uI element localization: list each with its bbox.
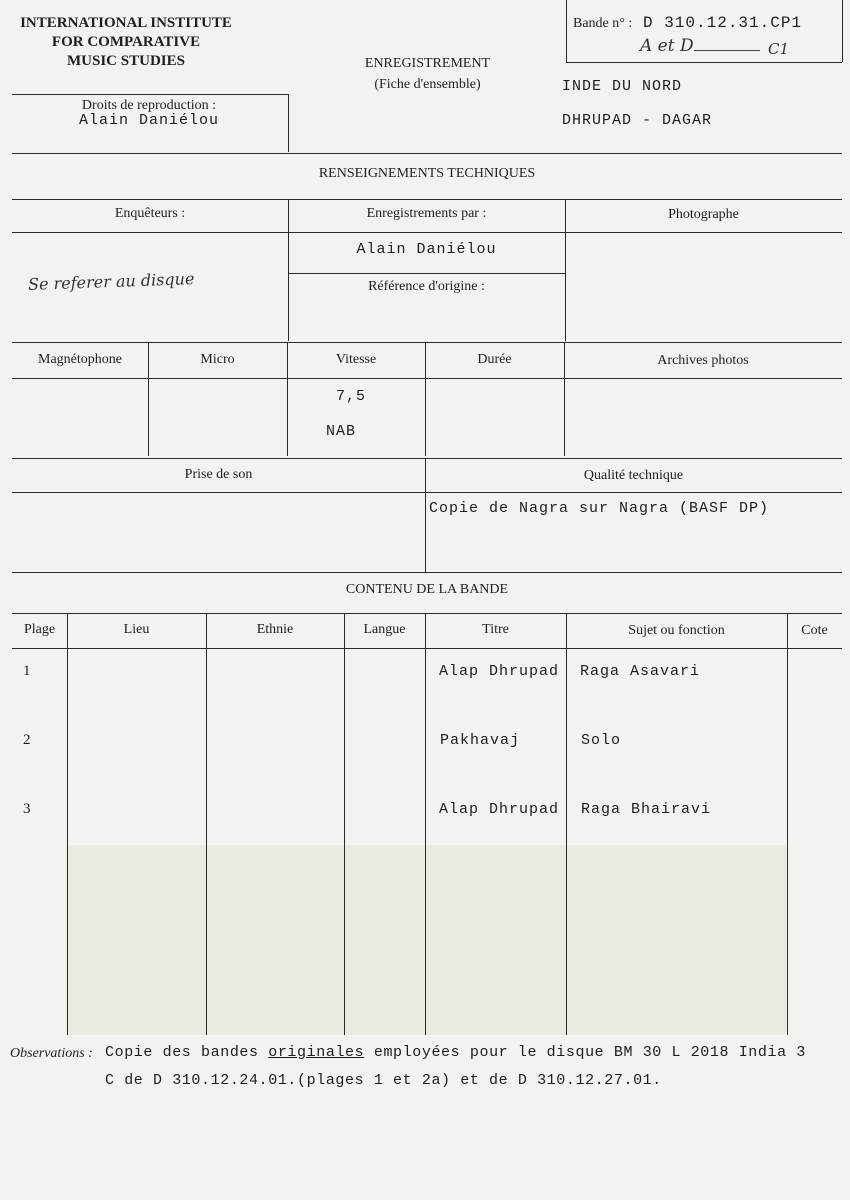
enregistrements-label: Enregistrements par : [366,206,487,221]
row-1-titre: Alap Dhrupad [439,663,560,680]
duree-label: Durée [477,352,512,367]
observations-line-1 [105,1044,806,1061]
row-1-plage: 1 [23,663,31,679]
rights-label: Droits de reproduction : [81,98,217,113]
rights-holder: Alain Daniélou [78,112,220,129]
sound-header-bottom [12,492,842,493]
rights-box-right [288,94,289,152]
equipment-header-top [12,342,842,343]
contents-divider-3 [344,613,345,1035]
institute-line-3: MUSIC STUDIES [67,53,185,69]
qualite-label: Qualité technique [583,468,684,483]
observations-line-1-post: employées pour le disque BM 30 L 2018 India 3 [364,1044,806,1061]
qualite-value: Copie de Nagra sur Nagra (BASF DP) [429,500,770,517]
col-header-sujet: Sujet ou fonction [628,623,725,638]
paper-shading [66,845,786,1035]
bande-handwritten-left: A et D [640,36,694,56]
contents-divider-4 [425,613,426,1035]
contents-section-top [12,572,842,573]
bande-box-right [842,0,843,62]
row-2-titre: Pakhavaj [440,732,521,749]
sound-header-top [12,458,842,459]
institute-line-1: INTERNATIONAL INSTITUTE [20,15,232,31]
reference-divider [288,273,565,274]
genre: DHRUPAD - DAGAR [562,112,713,129]
observations-line-1-pre: Copie des bandes [105,1044,269,1061]
contents-section-title: CONTENU DE LA BANDE [345,582,509,597]
vitesse-value: 7,5 [336,388,367,405]
record-type: ENREGISTREMENT [364,56,491,71]
col-header-lieu: Lieu [123,622,150,637]
row-3-sujet: Raga Bhairavi [581,801,712,818]
reference-label: Référence d'origine : [368,279,485,294]
bande-box-left [566,0,567,62]
enqueteurs-label: Enquêteurs : [114,206,186,221]
contents-divider-6 [787,613,788,1035]
magnetophone-label: Magnétophone [38,352,122,367]
region: INDE DU NORD [562,78,683,95]
bande-number: D 310.12.31.CP1 [643,14,803,32]
col-header-cote: Cote [801,623,828,638]
micro-label: Micro [200,352,235,367]
contents-divider-1 [67,613,68,1035]
technical-section-title: RENSEIGNEMENTS TECHNIQUES [318,166,536,181]
contents-divider-5 [566,613,567,1035]
vitesse-label: Vitesse [335,352,377,367]
bande-handwritten-dash [694,50,760,51]
bande-label: Bande n° : [573,16,633,31]
observations-underlined: originales [268,1044,365,1061]
bande-handwritten-right: C1 [768,40,790,58]
equipment-header-bottom [12,378,842,379]
photographe-label: Photographe [668,207,739,222]
row-3-plage: 3 [23,801,31,817]
observations-label: Observations : [10,1046,93,1061]
row-2-sujet: Solo [581,732,622,749]
technical-header-bottom [12,232,842,233]
technical-header-top [12,199,842,200]
col-header-plage: Plage [23,622,56,637]
row-2-plage: 2 [23,732,31,748]
rights-box-top [12,94,288,95]
col-header-titre: Titre [482,622,509,637]
col-header-langue: Langue [363,622,406,637]
institute-name [8,14,244,71]
row-3-titre: Alap Dhrupad [439,801,560,818]
record-subtype: (Fiche d'ensemble) [374,77,481,92]
col-header-ethnie: Ethnie [256,622,294,637]
vitesse-norm: NAB [326,423,357,440]
bande-box-bottom [566,62,842,63]
observations-line-2: C de D 310.12.24.01.(plages 1 et 2a) et de D 310.12.27.01. [105,1072,662,1089]
contents-header-bottom [12,648,842,649]
enqueteurs-handwritten: Se referer au disque [27,269,195,294]
contents-divider-2 [206,613,207,1035]
contents-header-top [12,613,842,614]
prise-label: Prise de son [184,467,253,482]
technical-section-top [12,153,842,154]
institute-line-2: FOR COMPARATIVE [51,34,201,50]
enregistrements-value: Alain Daniélou [356,241,497,258]
archives-label: Archives photos [657,353,749,368]
row-1-sujet: Raga Asavari [580,663,701,680]
